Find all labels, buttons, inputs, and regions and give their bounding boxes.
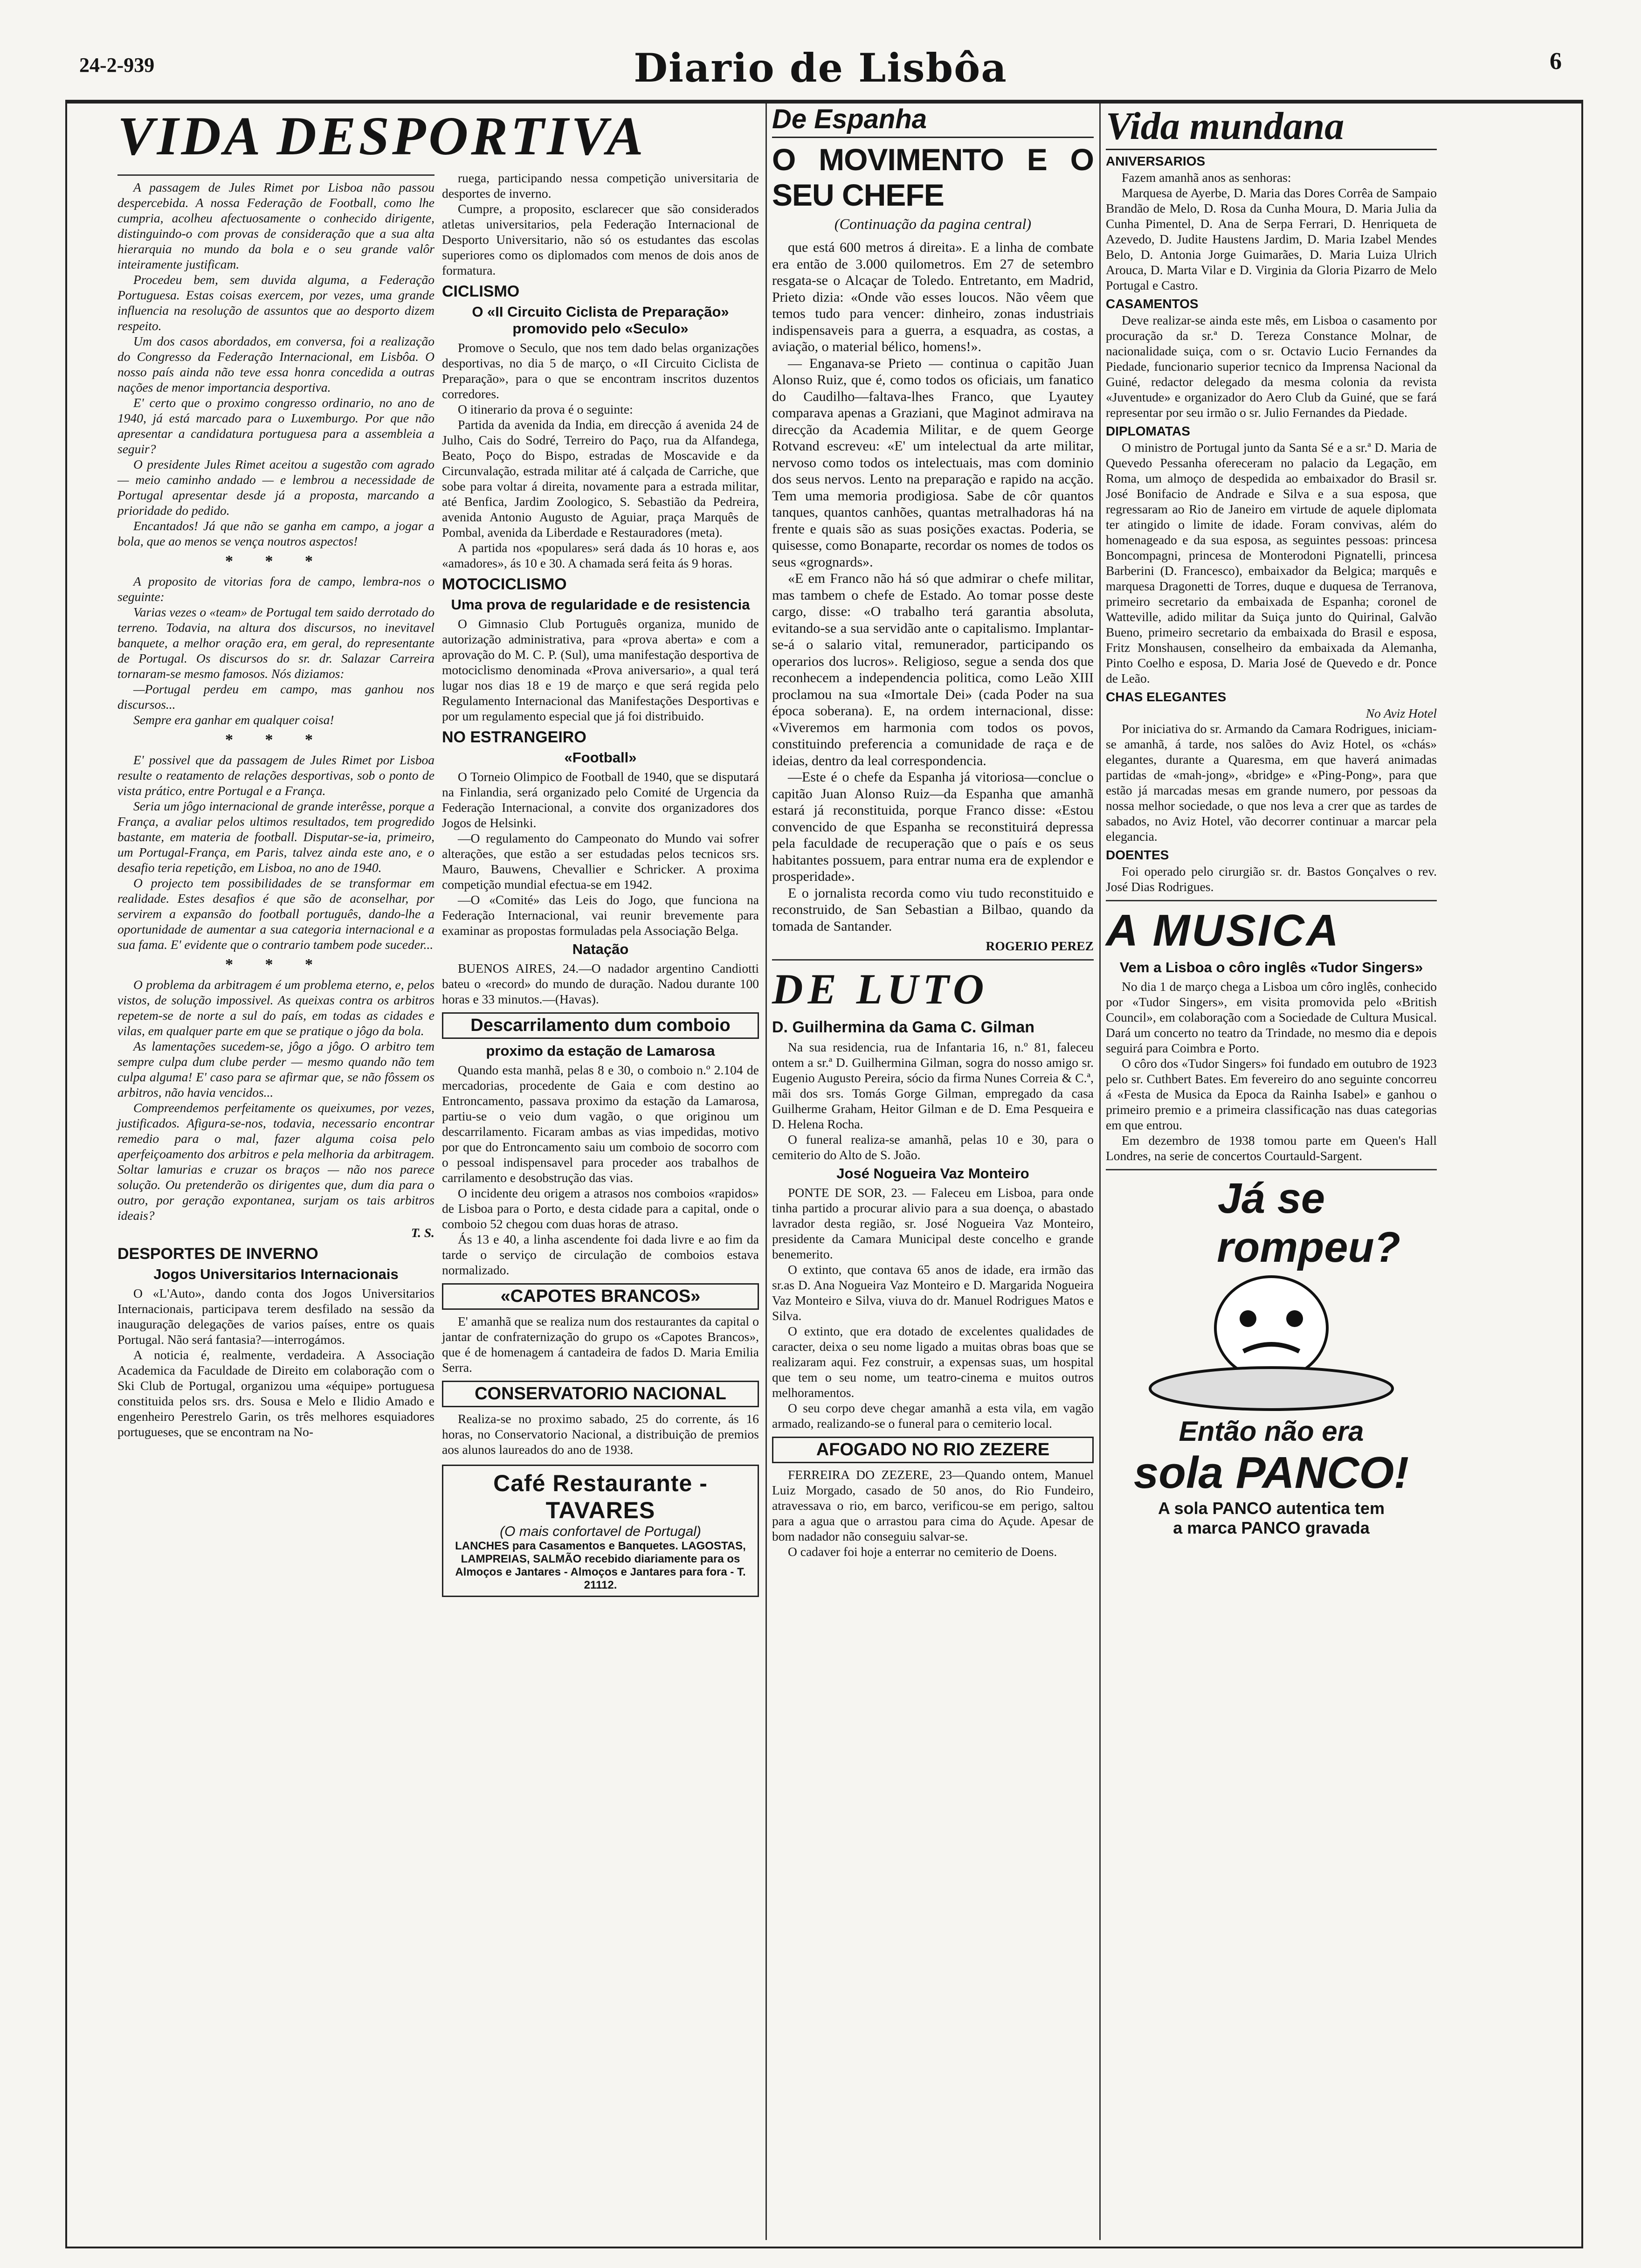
article-body (442, 340, 759, 571)
subsection-head: CHAS ELEGANTES (1106, 690, 1227, 704)
article-subtitle: proximo da estação de Lamarosa (486, 1043, 715, 1059)
paragraph: Realiza-se no proximo sabado, 25 do corrente, ás 16 horas, no Conservatorio Nacional, a distribuição de premios aos alunos laureados do ano de 1938. (442, 1411, 759, 1457)
paragraph: O extinto, que contava 65 anos de idade, era irmão das sr.as D. Ana Nogueira Vaz Monteiro e D. Margarida Nogueira Vaz Monteiro e Silva, viuva do dr. Manuel Rodrigues Matos e Silva. (772, 1262, 1094, 1323)
article-title: AFOGADO NO RIO ZEZERE (772, 1437, 1094, 1463)
page-number: 6 (1550, 48, 1562, 75)
paragraph: Cumpre, a proposito, esclarecer que são considerados atletas universitarios, pela Federação Internacional de Desporto Universitario, não só os estudantes das escolas superiores como os diplomados com menos de dois anos de formatura. (442, 201, 759, 277)
paragraph: —Portugal perdeu em campo, mas ganhou nos discursos... (117, 682, 434, 712)
paragraph: ruega, participando nessa competição universitaria de desportes de inverno. (442, 171, 759, 201)
article-title: Vem a Lisboa o côro inglês «Tudor Singers» (1119, 959, 1423, 975)
article-body (442, 1062, 759, 1278)
paragraph: Fazem amanhã anos as senhoras: (1122, 170, 1291, 185)
article-body (117, 752, 434, 952)
paragraph: As lamentações sucedem-se, jôgo a jôgo. O arbitro tem sempre culpa dum clube perder — mesmo quando não tem culpa alguma! E' caso para se afirmar que, se não fôssem os arbitros, não havia vencidos... (117, 1039, 434, 1099)
ad-tagline: Então não era (1179, 1416, 1364, 1447)
signature: T. S. (411, 1225, 434, 1240)
section-title: VIDA DESPORTIVA (117, 105, 646, 166)
paragraph: Encantados! Já que não se ganha em campo, a jogar a bola, que ao menos se vença noutros aspectos! (117, 519, 434, 548)
article-body (442, 1314, 759, 1375)
article-body (117, 180, 434, 549)
ad-headline: rompeu? (1217, 1224, 1400, 1271)
ad-name: Café Restaurante - TAVARES (493, 1470, 708, 1523)
paragraph: Ás 13 e 40, a linha ascendente foi dada livre e ao fim da tarde o serviço de circulação de comboios estava normalizado. (442, 1232, 759, 1277)
obituary-head: José Nogueira Vaz Monteiro (836, 1165, 1029, 1182)
paragraph: O ministro de Portugal junto da Santa Sé e a sr.ª D. Maria de Quevedo Pessanha ofereceram no palacio da Legação, em Roma, um almoço de despedida ao embaixador do Brasil sr. José Bonifacio de Andrade e Silva e a sua esposa, que regressaram ao Rio de Janeiro em virtude de aquele diplomata ter atingido o limite de idade. Foram convivas, além do homenageado e da sua esposa, as seguintes pessoas: princesa Boncompagni, princesa de Monterodoni Pignatelli, princesa Barberini (D. Francesco), embaixador da Belgica; marquês e marquesa Dragonetti de Torres, duque e duquesa de Terranova, primeiro secretario da embaixada de Espanha; coronel de Watteville, adido militar da Suiça junto do Quirinal, Galvão Bueno, primeiro secretario da embaixada do Brasil e esposa, Fritz Monshausen, conselheiro da embaixada da Alemanha, Pinto Coelho e esposa, D. Maria José de Quevedo e dr. Ponce de Leão. (1106, 440, 1437, 685)
paragraph: Compreendemos perfeitamente os queixumes, por vezes, justificados. Afigura-se-nos, todavia, necessario encontrar remedio para o mal, fazer alguma coisa pelo aperfeiçoamento dos arbitros e pela melhoria da arbitragem. Soltar lamurias e cruzar os braços — não nos parece solução. Ou pretenderão os dirigentes que, dum dia para o outro, por geração expontanea, surjam os tais arbitros ideais? (117, 1100, 434, 1223)
paragraph: No dia 1 de março chega a Lisboa um côro inglês, conhecido por «Tudor Singers», em visita promovida pelo «British Council», em colaboração com a Sociedade de Cultura Musical. Dará um concerto no teatro da Trindade, no mesmo dia e depois seguirá para Coimbra e Porto. (1106, 979, 1437, 1055)
ad-tagline: sola PANCO! (1133, 1448, 1409, 1498)
separator: * * * (225, 956, 327, 973)
subsection-head: ANIVERSARIOS (1106, 154, 1206, 168)
paragraph: Marquesa de Ayerbe, D. Maria das Dores Corrêa de Sampaio Brandão de Melo, D. Rosa da Cunha Moura, D. Maria Julia da Cunha Pimentel, D. Ana de Serpa Ferrari, D. Henriqueta de Azevedo, D. Judite Haustens Jardim, D. Maria Izabel Mendes Belo, D. Antonia Jorge Guimarães, D. Maria Luiza Ulrich Arouca, D. Marta Vilar e D. Virginia da Gloria Pizarro de Melo Portugal e Castro. (1106, 186, 1437, 292)
section-head: CICLISMO (442, 283, 520, 300)
article-body (1106, 979, 1437, 1163)
article-body (117, 574, 434, 727)
paragraph: que está 600 metros á direita». E a linha de combate era então de 3.000 quilometros. Em 27 de setembro resgata-se o Alcaçar de Toledo. Entretanto, em Madrid, Prieto dizia: «Onde vão esses loucos. Não vêem que temos tudo para vencer: dinheiro, zonas industriais indispensaveis para a guerra, a esquadra, as costas, a aviação, o material bélico, homens!». (772, 240, 1094, 354)
article-title: «CAPOTES BRANCOS» (442, 1283, 759, 1310)
article-body (1106, 864, 1437, 894)
paragraph: O extinto, que era dotado de excelentes qualidades de caracter, deixa o seu nome ligado a muitas obras boas que se realizaram aqui. Fez construir, a expensas suas, um hospital que tem o seu nome, um teatro-cinema e muitos outros melhoramentos. (772, 1324, 1094, 1400)
article-title: O «II Circuito Ciclista de Preparação» promovido pelo «Seculo» (472, 304, 729, 337)
panco-advertisement (1106, 1174, 1437, 1547)
paragraph: O Torneio Olimpico de Football de 1940, que se disputará na Finlandia, será organizado pelo Comité de Urgencia da Federação Internacional, a convite dos organizadores dos Jogos de Helsinki. (442, 769, 759, 830)
paragraph: Em dezembro de 1938 tomou parte em Queen's Hall Londres, na serie de concertos Courtauld-Sargent. (1106, 1133, 1437, 1163)
masthead: Diario de Lisbôa (634, 45, 1007, 91)
paragraph: Por iniciativa do sr. Armando da Camara Rodrigues, iniciam-se amanhã, á tarde, nos salões do Aviz Hotel, os «chás» elegantes, durante a Quaresma, em que haverá animadas partidas de «mah-jong», «bridge» e «Ping-Pong», para que estão já marcadas mesas em grande numero, por pessoas da nossa melhor sociedade, o que nos leva a crer que as tardes de sabados, no Aviz Hotel, vão decorrer continuar a marcar pela elegancia. (1106, 721, 1437, 844)
column-rule (765, 104, 767, 2240)
paragraph: Um dos casos abordados, em conversa, foi a realização do Congresso da Federação Internacional, em Lisbôa. O nosso país ainda não teve essa honra concedida a outras nações de menor importancia desportiva. (117, 334, 434, 394)
paragraph: O funeral realiza-se amanhã, pelas 10 e 30, para o cemiterio do Alto de S. João. (772, 1132, 1094, 1162)
article-title: CONSERVATORIO NACIONAL (442, 1381, 759, 1407)
paragraph: FERREIRA DO ZEZERE, 23—Quando ontem, Manuel Luiz Morgado, casado de 50 anos, do Rio Fundeiro, atravessava o rio, em barco, verificou-se em perigo, saltou para a agua que o arrastou para cima do Açude. Apesar de bom nadador não conseguiu salvar-se. (772, 1467, 1094, 1543)
venue: No Aviz Hotel (1365, 706, 1437, 720)
issue-date: 24-2-939 (79, 54, 155, 76)
paragraph: BUENOS AIRES, 24.—O nadador argentino Candiotti bateu o «record» do mundo de duração. Nadou durante 100 horas e 33 minutos.—(Havas). (442, 961, 759, 1006)
paragraph: —O regulamento do Campeonato do Mundo vai sofrer alterações, que estão a ser estudadas pelos tecnicos srs. Mauro, Bauwens, Chevallier e Schricker. A proxima competição mundial efectua-se em 1942. (442, 831, 759, 892)
article-title: «Football» (564, 749, 637, 766)
paragraph: — Enganava-se Prieto — continua o capitão Juan Alonso Ruiz, que é, como todos os oficiais, um fanatico do Caudilho—faltava-lhes Franco, que Lyautey comparava apenas a Graziani, que Maginot admirava na direcção da Academia Militar, e de quem George Rotvand escreveu: «E' um intelectual da arte militar, nervoso como todos os intelectuais, mas com dominio dos seus nervos. Lento na preparação e rapido na acção. Tem uma memoria prodigiosa. Sabe de côr quantos tanques, quantos canhões, quantas metralhadoras há na frente e quais são as suas posições exactas. Poderia, se quisesse, como Bonaparte, recordar os nomes de todos os seus «grognards». (772, 355, 1094, 570)
article-body (1106, 440, 1437, 686)
article-body (772, 1467, 1094, 1559)
article-title: O MOVIMENTO E O SEU CHEFE (772, 142, 1094, 212)
paragraph: A passagem de Jules Rimet por Lisboa não passou despercebida. A nossa Federação de Football, como lhe cumpria, acolheu afectuosamente o conhecido dirigente, distinguindo-o com provas de consideração que a sua alta hierarquia no mundo da bola e o seu grande valôr inteiramente justificam. (117, 180, 434, 271)
paragraph: E' possivel que da passagem de Jules Rimet por Lisboa resulte o reatamento de relações desportivas, sob o ponto de vista prático, entre Portugal e a França. (117, 753, 434, 798)
paragraph: E' certo que o proximo congresso ordinario, no ano de 1940, já está marcado para o Luxemburgo. Por que não apresentar a candidatura portuguesa para a assembleia a seguir? (117, 395, 434, 456)
ad-footer: A sola PANCO autentica tem (1158, 1499, 1385, 1518)
paragraph: Quando esta manhã, pelas 8 e 30, o comboio n.º 2.104 de mercadorias, procedente de Gaia e com destino ao Entroncamento, passava proximo da estação da Lamarosa, partiu-se o veio dum vagão, o que originou um descarrilamento. Ficaram ambas as vias impedidas, motivo por que do Entroncamento saiu um comboio de socorro com o pessoal indispensavel para proceder aos trabalhos de carrilamento e desobstrução das vias. (442, 1063, 759, 1185)
paragraph: Foi operado pelo cirurgião sr. dr. Bastos Gonçalves o rev. José Dias Rodrigues. (1106, 864, 1437, 894)
article-body (442, 769, 759, 938)
obituary-head: D. Guilhermina da Gama C. Gilman (772, 1018, 1035, 1036)
article-body (1106, 312, 1437, 420)
article-title: Natação (572, 941, 629, 957)
paragraph: —Este é o chefe da Espanha já vitoriosa—conclue o capitão Juan Alonso Ruiz—da Espanha que amanhã estará já reconstituida, porque Franco disse: «Estou convencido de que Espanha se reconstituirá depressa pela faculdade de recuperação que o país e os seus habitantes possuem, para entrar numa era de explendor e prosperidade». (772, 769, 1094, 884)
paragraph: A proposito de vitorias fora de campo, lembra-nos o seguinte: (117, 574, 434, 604)
article-body (1106, 721, 1437, 844)
article-body (442, 961, 759, 1007)
subsection-head: DOENTES (1106, 848, 1169, 862)
article-body (442, 1411, 759, 1457)
section-head: DESPORTES DE INVERNO (117, 1245, 318, 1263)
continuation-note: (Continuação da pagina central) (834, 215, 1032, 232)
paragraph: Procedeu bem, sem duvida alguma, a Federação Portuguesa. Estas coisas exercem, por vezes, uma grande influencia na resolução de assuntos que ao desporto dizem respeito. (117, 272, 434, 333)
article-title: Descarrilamento dum comboio (442, 1012, 759, 1039)
paragraph: PONTE DE SOR, 23. — Faleceu em Lisboa, para onde tinha partido a procurar alivio para a sua doença, o abastado lavrador desta região, sr. José Nogueira Vaz Monteiro, presidente da Camara Municipal deste concelho e grande benemerito. (772, 1185, 1094, 1261)
ad-footer: a marca PANCO gravada (1173, 1518, 1370, 1537)
paragraph: O côro dos «Tudor Singers» foi fundado em outubro de 1923 pelo sr. Cuthbert Bates. Em fevereiro do ano seguinte concorreu á «Festa de Musica da Epoca da Rainha Isabel» e ganhou o primeiro premio e a primeira classificação nas duas categorias em que entrou. (1106, 1056, 1437, 1132)
paragraph: O seu corpo deve chegar amanhã a esta vila, em vagão armado, realizando-se o funeral para o cemiterio local. (772, 1401, 1094, 1431)
paragraph: O «L'Auto», dando conta dos Jogos Universitarios Internacionais, participava terem desfilado na sessão da inauguração delegações de varios países, entre os quais Portugal. Não será fantasia?—interrogámos. (117, 1286, 434, 1347)
paragraph: «E em Franco não há só que admirar o chefe militar, mas tambem o chefe de Estado. Ao tomar posse deste cargo, disse: «O trabalho terá garantia absoluta, evitando-se a sua servidão ante o capitalismo. Implantar-se-á o salario vital, remunerador, participando os operarios dos lucros». Religioso, segue a senda dos que reconhecem a independencia politica, como Leão XIII proclamou na sua «Imortale Dei» (cada Poder na sua época soberana). E, na ordem internacional, disse: «Viveremos em harmonia com todos os povos, constituindo preferencia a comunidade de raça e de ideias, dentro da leal correspondencia. (772, 571, 1094, 768)
paragraph: O presidente Jules Rimet aceitou a sugestão com agrado — meio caminho andado — e lembrou a necessidade de Portugal apresentar desde já a proposta, marcando a prioridade do pedido. (117, 457, 434, 518)
paragraph: —O «Comité» das Leis do Jogo, que funciona na Federação Internacional, vai reunir brevemente para examinar as propostas formuladas pela Associação Belga. (442, 892, 759, 938)
section-head: MOTOCICLISMO (442, 575, 567, 593)
column-de-espanha (772, 104, 1094, 2240)
article-body (442, 170, 759, 278)
paragraph: Seria um jôgo internacional de grande interêsse, porque a França, a avaliar pelos ultimos resultados, tem progredido bastante, em materia de football. Disputar-se-ia, primeiro, um Portugal-França, em Paris, talvez ainda este ano, e o desafio teria repetição, em Lisboa, no ano de 1940. (117, 799, 434, 875)
paragraph: Sempre era ganhar em qualquer coisa! (133, 712, 334, 727)
paragraph: Na sua residencia, rua de Infantaria 16, n.º 81, faleceu ontem a sr.ª D. Guilhermina Gilman, sogra do nosso amigo sr. Eugenio Augusto Pereira, sócio da firma Nunes Correia & C.ª, mãi dos srs. Tomás Gorge Gilman, empregado da casa Guilherme Graham, Heitor Gilman e de D. Ema Pesqueira e D. Helena Rocha. (772, 1040, 1094, 1131)
tavares-advertisement (442, 1465, 759, 1597)
section-head: NO ESTRANGEIRO (442, 728, 586, 746)
paragraph: E o jornalista recorda como viu tudo reconstituido e reconstruido, de San Sebastian a Bilbao, quando da tomada de Santander. (772, 885, 1094, 934)
article-body (772, 1185, 1094, 1431)
article-body (772, 239, 1094, 934)
paragraph: Varias vezes o «team» de Portugal tem saido derrotado do terreno. Todavia, na altura dos discursos, no inevitavel banquete, a melhor oração era, em geral, do representante de Portugal. Os discursos do sr. dr. Salazar Carreira tornaram-se mesmo famosos. Nós diziamos: (117, 605, 434, 681)
paragraph: Promove o Seculo, que nos tem dado belas organizações desportivas, no dia 5 de março, o «II Circuito Ciclista de Preparação», para o que se encontram inscritos duzentos corredores. (442, 340, 759, 401)
article-body (772, 1039, 1094, 1162)
ad-headline: Já se (1217, 1175, 1325, 1222)
separator: * * * (225, 731, 327, 748)
page-header (79, 45, 1562, 91)
paragraph: Partida da avenida da India, em direcção á avenida 24 de Julho, Cais do Sodré, Terreiro do Paço, rua da Alfandega, Beato, Poço do Bispo, estradas de Moscavide e da Circunvalação, estrada militar até á calçada de Carriche, que sobe para voltar á direita, novamente para a estrada militar, até Benfica, Jardim Zoologico, S. Sebastião da Pedreira, avenida Antonio Augusto de Aguiar, praça Marquês de Pombal, avenida da Liberdade e Restauradores (meta). (442, 417, 759, 539)
face-illustration (1122, 1272, 1420, 1412)
paragraph: Deve realizar-se ainda este mês, em Lisboa o casamento por procuração da sr.ª D. Tereza Constance Molnar, de nacionalidade suiça, com o sr. Octavio Lucio Fernandes da Piedade, funcionario superior tecnico da Imprensa Nacional da Guiné, redactor delegado da mesma colonia da revista «Juventude» e organizador do Aero Club da Guiné, que se fará representar por seu irmão o sr. Julio Fernandes da Piedade. (1106, 313, 1437, 420)
section-title: Vida mundana (1106, 104, 1437, 150)
article-body (117, 1286, 434, 1439)
article-body (1106, 170, 1437, 293)
paragraph: O itinerario da prova é o seguinte: (458, 402, 633, 416)
article-title: Jogos Universitarios Internacionais (153, 1266, 399, 1282)
column-vida-mundana (1106, 104, 1437, 2240)
paragraph: A noticia é, realmente, verdadeira. A Associação Academica da Faculdade de Direito em colaboração com o Ski Club de Portugal, organizou uma «équipe» portuguesa constituida pelos srs. drs. Sousa e Melo e Ilidio Amado e engenheiro Perestrelo Garin, os três melhores esquiadores portugueses, que se encontram na No- (117, 1348, 434, 1439)
article-body (117, 977, 434, 1223)
kicker: De Espanha (772, 104, 1094, 138)
paragraph: E' amanhã que se realiza num dos restaurantes da capital o jantar de confraternização do grupo os «Capotes Brancos», que é de homenagem á cantadeira de fados D. Maria Emilia Serra. (442, 1314, 759, 1375)
paragraph: O Gimnasio Club Português organiza, munido de autorização administrativa, para «prova aberta» e com a aprovação do M. C. P. (Sul), uma manifestação desportiva de motociclismo denominada «Prova aniversario», a qual terá lugar nos dias 18 e 19 de março e que será regida pelo Regulamento Internacional das Manifestações Desportivas e por um regulamento especial que já foi distribuido. (442, 616, 759, 723)
ad-tagline: (O mais confortavel de Portugal) (500, 1524, 701, 1539)
article-title: Uma prova de regularidade e de resistencia (451, 596, 750, 613)
paragraph: O projecto tem possibilidades de se transformar em realidade. Estes desafios é que são de aconselhar, por servirem a expansão do football português, dando-lhe a oportunidade de aumentar a sua categoria internacional e a sua fama. E' evidente que o contrario tambem pode suceder... (117, 876, 434, 952)
column-rule (1099, 104, 1101, 2240)
subsection-head: CASAMENTOS (1106, 297, 1199, 311)
paragraph: O cadaver foi hoje a enterrar no cemiterio de Doens. (788, 1544, 1057, 1559)
paragraph: A partida nos «populares» será dada ás 10 horas e, aos «amadores», ás 10 e 30. A chamada será feita ás 9 horas. (442, 540, 759, 570)
ad-details: LANCHES para Casamentos e Banquetes. LAGOSTAS, LAMPREIAS, SALMÃO recebido diariamente para os Almoços e Jantares - Almoços e Jantares para fora - T. 21112. (455, 1540, 746, 1591)
subsection-head: DIPLOMATAS (1106, 424, 1190, 438)
separator: * * * (225, 553, 327, 570)
paragraph: O problema da arbitragem é um problema eterno, e, pelos vistos, de solução impossivel. As queixas contra os arbitros repetem-se de norte a sul do país, em todas as cidades e vilas, em qualquer parte em que se pratique o jôgo da bola. (117, 977, 434, 1038)
column-vida-desportiva-b (442, 170, 759, 2240)
author: ROGERIO PEREZ (986, 939, 1094, 953)
section-title: DE LUTO (772, 965, 989, 1013)
paragraph: O incidente deu origem a atrasos nos comboios «rapidos» de Lisboa para o Porto, e desta cidade para a capital, onde o comboio 52 chegou com duas horas de atraso. (442, 1186, 759, 1231)
section-title: A MUSICA (1106, 906, 1341, 955)
article-body (442, 616, 759, 724)
